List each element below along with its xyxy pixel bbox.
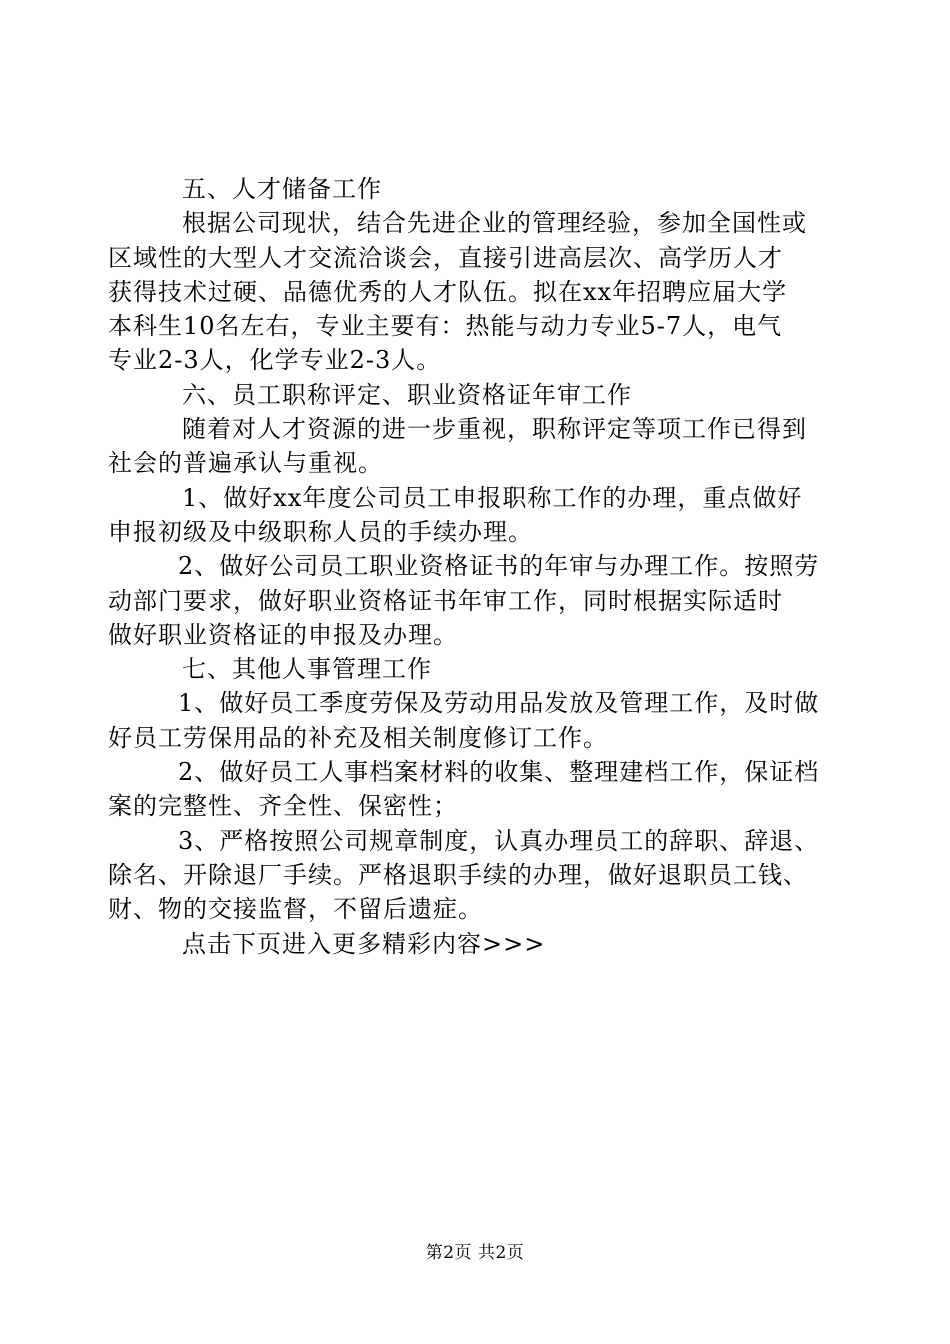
document-body — [108, 172, 838, 961]
list-item-line: 1、做好xx年度公司员工申报职称工作的办理，重点做好 — [182, 483, 803, 512]
list-item-line: 动部门要求，做好职业资格证书年审工作，同时根据实际适时 — [108, 586, 783, 615]
section-heading-other-hr: 七、其他人事管理工作 — [182, 655, 432, 684]
paragraph-line: 根据公司现状，结合先进企业的管理经验，参加全国性或 — [182, 209, 807, 238]
section-heading-title-evaluation: 六、员工职称评定、职业资格证年审工作 — [182, 380, 632, 409]
list-item-line: 1、做好员工季度劳保及劳动用品发放及管理工作，及时做 — [178, 689, 820, 718]
paragraph-line: 社会的普遍承认与重视。 — [108, 449, 383, 478]
list-item-line: 案的完整性、齐全性、保密性； — [108, 792, 458, 821]
list-item-line: 做好职业资格证的申报及办理。 — [108, 620, 458, 649]
section-heading-talent-reserve: 五、人才储备工作 — [182, 175, 382, 203]
list-item-line: 3、严格按照公司规章制度，认真办理员工的辞职、辞退、 — [178, 826, 820, 855]
list-item-line: 好员工劳保用品的补充及相关制度修订工作。 — [108, 723, 608, 752]
paragraph-line: 获得技术过硬、品德优秀的人才队伍。拟在xx年招聘应届大学 — [108, 277, 788, 306]
page-number-footer: 第2页 共2页 — [425, 1243, 525, 1263]
paragraph-line: 本科生10名左右，专业主要有：热能与动力专业5-7人，电气 — [108, 312, 783, 341]
list-item-line: 除名、开除退厂手续。严格退职手续的办理，做好退职员工钱、 — [108, 860, 808, 889]
list-item-line: 申报初级及中级职称人员的手续办理。 — [108, 517, 533, 546]
list-item-line: 2、做好公司员工职业资格证书的年审与办理工作。按照劳 — [178, 552, 820, 581]
list-item-line: 2、做好员工人事档案材料的收集、整理建档工作，保证档 — [178, 758, 820, 787]
paragraph-line: 随着对人才资源的进一步重视，职称评定等项工作已得到 — [182, 415, 807, 444]
next-page-link[interactable]: 点击下页进入更多精彩内容>>> — [182, 929, 546, 958]
list-item-line: 财、物的交接监督，不留后遗症。 — [108, 895, 483, 924]
paragraph-line: 区域性的大型人才交流洽谈会，直接引进高层次、高学历人才 — [108, 243, 783, 272]
paragraph-line: 专业2-3人，化学专业2-3人。 — [108, 346, 442, 375]
